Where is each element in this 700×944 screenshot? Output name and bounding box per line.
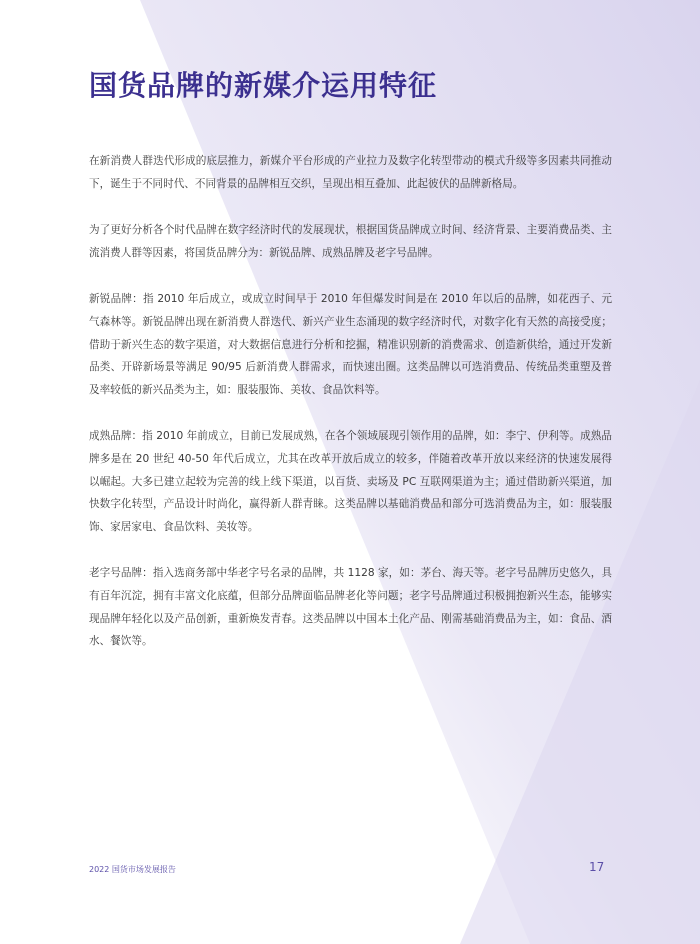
paragraph-time-honored-brands: 老字号品牌：指入选商务部中华老字号名录的品牌，共 1128 家，如：茅台、海天等。老字号品牌历史悠久，具有百年沉淀，拥有丰富文化底蕴，但部分品牌面临品牌老化等问题；老字号品牌通过积极拥抱新兴生态，能够实现品牌年轻化以及产品创新，重新焕发青春。这类品牌以中国本土化产品、刚需基础消费品为主，如：食品、酒水、餐饮等。 <box>89 567 612 648</box>
paragraph-emerging-brands: 新锐品牌：指 2010 年后成立，或成立时间早于 2010 年但爆发时间是在 2010 年以后的品牌，如花西子、元气森林等。新锐品牌出现在新消费人群迭代、新兴产业生态涌现的数字经济时代，对数字化有天然的高接受度；借助于新兴生态的数字渠道，对大数据信息进行分析和挖掘，精准识别新的消费需求、创造新供给，通过开发新品类、开辟新场景等满足 90/95 后新消费人群需求，而快速出圈。这类品牌以可选消费品、传统品类重塑及普及率较低的新兴品类为主，如：服装服饰、美妆、食品饮料等。 <box>89 293 612 396</box>
page-title: 国货品牌的新媒介运用特征 <box>89 69 438 102</box>
paragraph-mature-brands: 成熟品牌：指 2010 年前成立，目前已发展成熟，在各个领域展现引领作用的品牌，如：李宁、伊利等。成熟品牌多是在 20 世纪 40-50 年代后成立，尤其在改革开放后成立的较多，伴随着改革开放以来经济的快速发展得以崛起。大多已建立起较为完善的线上线下渠道，以百货、卖场及 PC 互联网渠道为主；通过借助新兴渠道，加快数字化转型，产品设计时尚化，赢得新人群青睐。这类品牌以基础消费品和部分可选消费品为主，如：服装服饰、家居家电、食品饮料、美妆等。 <box>89 430 612 533</box>
body-text <box>89 150 612 677</box>
paragraph-intro: 在新消费人群迭代形成的底层推力，新媒介平台形成的产业拉力及数字化转型带动的模式升级等多因素共同推动下，诞生于不同时代、不同背景的品牌相互交织，呈现出相互叠加、此起彼伏的品牌新格局。 <box>89 155 612 190</box>
paragraph-classification: 为了更好分析各个时代品牌在数字经济时代的发展现状，根据国货品牌成立时间、经济背景、主要消费品类、主流消费人群等因素，将国货品牌分为：新锐品牌、成熟品牌及老字号品牌。 <box>89 224 612 259</box>
footer-report-name: 2022 国货市场发展报告 <box>89 865 176 874</box>
page-number: 17 <box>589 860 605 874</box>
